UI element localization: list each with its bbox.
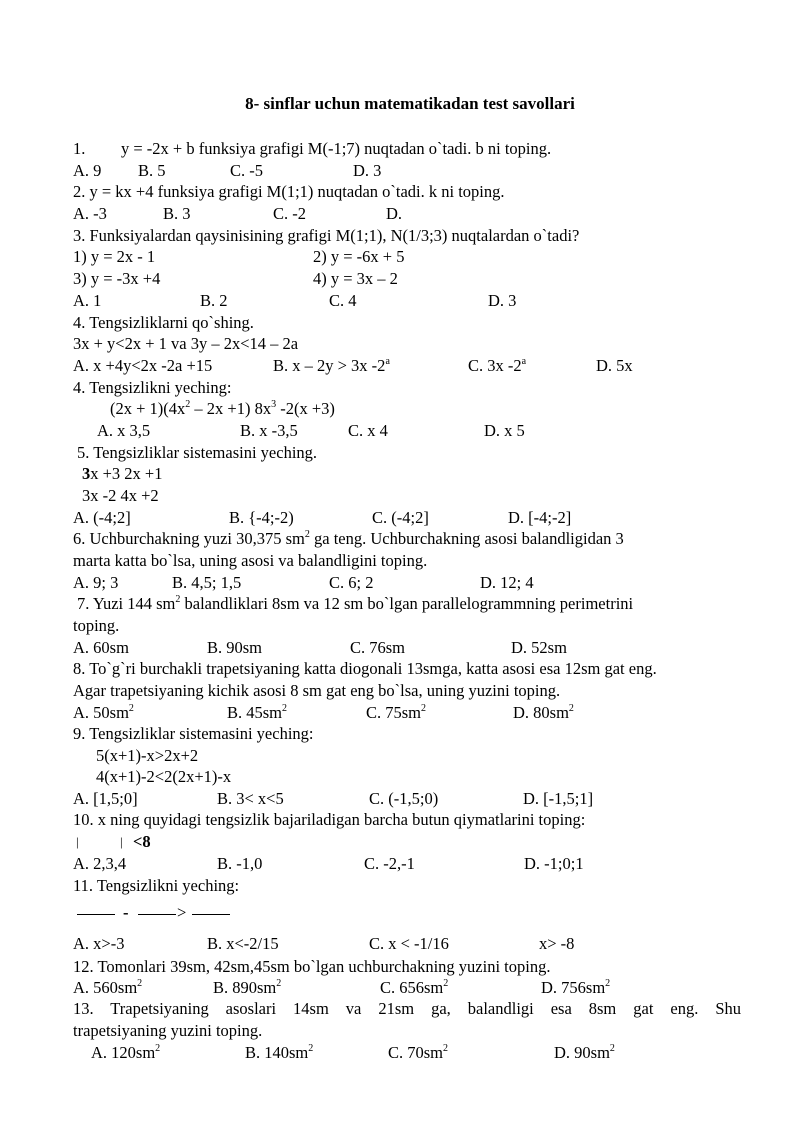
q11-option-d: x> -8: [539, 934, 575, 953]
q12-option-c: C. $656sm^2$: [380, 977, 449, 997]
q11-fraction-bar-2: [138, 914, 176, 915]
q4b-option-d: D. x 5: [484, 421, 525, 440]
q7-option-b: B. 90sm: [207, 638, 263, 657]
q6-text-line-1: 6. Uchburchakning yuzi 30,375 $sm^2$ ga teng. Uchburchakning asosi balandligidan 3: [73, 528, 624, 548]
q1-option-b: B. 5: [138, 161, 166, 180]
q2-option-c: C. -2: [273, 204, 306, 223]
q3-option-c: C. 4: [329, 291, 357, 310]
q12-option-a: A. $560sm^2$: [73, 977, 143, 997]
q3-option-b: B. 2: [200, 291, 228, 310]
q13-option-d: D. $90sm^2$: [554, 1042, 615, 1062]
q10-abs-bar-right: |: [120, 834, 123, 849]
q3-function-3: 3) y = -3x +4: [73, 269, 161, 288]
q10-option-a: A. 2,3,4: [73, 854, 127, 873]
q12-option-b: B. $890sm^2$: [213, 977, 282, 997]
q3-function-2: 2) y = -6x + 5: [313, 247, 405, 266]
q11-option-a: A. x>-3: [73, 934, 125, 953]
q11-fraction-bar-3: [192, 914, 230, 915]
q6-option-b: B. 4,5; 1,5: [172, 573, 242, 592]
q13-text-line-2: trapetsiyaning yuzini toping.: [73, 1021, 263, 1040]
q9-option-c: C. (-1,5;0): [369, 789, 439, 808]
q4b-option-c: C. x 4: [348, 421, 388, 440]
q4a-expression: 3x + y<2x + 1 va 3y – 2x<14 – 2a: [73, 334, 299, 353]
q7-option-a: A. 60sm: [73, 638, 129, 657]
q9-system-line-1: 5(x+1)-x>2x+2: [96, 746, 199, 765]
q5-option-b: B. {-4;-2): [229, 508, 294, 527]
q7-text-line-1: 7. Yuzi 144 $sm^2$ balandliklari 8sm va 12 sm bo`lgan parallelogrammning perimetrini: [77, 593, 634, 613]
q7-option-c: C. 76sm: [350, 638, 406, 657]
q1-option-a: A. 9: [73, 161, 102, 180]
q2-option-b: B. 3: [163, 204, 191, 223]
page-title: 8- sinflar uchun matematikadan test savollari: [245, 94, 575, 113]
q13-option-a: A. $120sm^2$: [91, 1042, 161, 1062]
q6-option-d: D. 12; 4: [480, 573, 534, 592]
q4b-expression: $(2x + 1)(4x^2 - 2x +1)$ $8x^3$ -2(x +3): [110, 398, 335, 418]
q8-option-d: D. $80sm^2$: [513, 702, 574, 722]
q2-option-d: D.: [386, 204, 403, 223]
q11-minus-sign: -: [123, 903, 129, 922]
q3-option-d: D. 3: [488, 291, 517, 310]
q11-option-b: B. x<-2/15: [207, 934, 279, 953]
q7-option-d: D. 52sm: [511, 638, 567, 657]
q13-text-line-1: 13. Trapetsiyaning asoslari 14sm va 21sm ga, balandligi esa 8sm gat eng. Shu: [73, 999, 741, 1018]
q9-option-a: A. [1,5;0]: [73, 789, 138, 808]
q10-abs-bar-left: |: [76, 834, 79, 849]
q2-text: 2. y = kx +4 funksiya grafigi M(1;1) nuqtadan o`tadi. k ni toping.: [73, 182, 505, 201]
q6-option-c: C. 6; 2: [329, 573, 374, 592]
q13-option-c: C. $70sm^2$: [388, 1042, 449, 1062]
q6-option-a: A. 9; 3: [73, 573, 119, 592]
q5-option-d: D. [-4;-2]: [508, 508, 572, 527]
q10-rhs: <8: [133, 832, 151, 851]
q11-option-c: C. x < -1/16: [369, 934, 449, 953]
q9-option-b: B. 3< x<5: [217, 789, 284, 808]
q6-text-line-2: marta katta bo`lsa, uning asosi va balandligini toping.: [73, 551, 428, 570]
q5-option-c: C. (-4;2]: [372, 508, 429, 527]
q7-text-line-2: toping.: [73, 616, 120, 635]
q8-text-line-2: Agar trapetsiyaning kichik asosi 8 sm gat eng bo`lsa, uning yuzini toping.: [73, 681, 561, 700]
q10-option-b: B. -1,0: [217, 854, 263, 873]
q10-option-d: D. -1;0;1: [524, 854, 584, 873]
q9-text: 9. Tengsizliklar sistemasini yeching:: [73, 724, 314, 743]
q5-system-line-1: 3x +3 2x +1: [82, 464, 163, 483]
q1-number: 1.: [73, 139, 86, 158]
q8-option-a: A. $50sm^2$: [73, 702, 134, 722]
q4b-option-a: A. x 3,5: [97, 421, 151, 440]
q10-text: 10. x ning quyidagi tengsizlik bajariladigan barcha butun qiymatlarini toping:: [73, 810, 586, 829]
q1-text: y = -2x + b funksiya grafigi M(-1;7) nuqtadan o`tadi. b ni toping.: [121, 139, 552, 158]
q11-text: 11. Tengsizlikni yeching:: [73, 876, 240, 895]
q4a-option-c: C. 3x -2$^a$: [468, 355, 527, 375]
q4a-option-d: D. 5x: [596, 356, 633, 375]
q3-function-4: 4) y = 3x – 2: [313, 269, 398, 288]
q3-function-1: 1) y = 2x - 1: [73, 247, 156, 266]
q9-system-line-2: 4(x+1)-2<2(2x+1)-x: [96, 767, 232, 786]
q1-option-c: C. -5: [230, 161, 263, 180]
q11-fraction-bar-1: [77, 914, 115, 915]
q4a-text: 4. Tengsizliklarni qo`shing.: [73, 313, 254, 332]
q11-greater-sign: >: [177, 903, 187, 922]
q2-option-a: A. -3: [73, 204, 107, 223]
q4a-option-b: B. x – 2y > 3x -2$^a$: [273, 355, 390, 375]
q8-text-line-1: 8. To`g`ri burchakli trapetsiyaning katta diogonali 13smga, katta asosi esa 12sm gat eng.: [73, 659, 657, 678]
q5-system-line-2: 3x -2 4x +2: [82, 486, 159, 505]
q10-option-c: C. -2,-1: [364, 854, 415, 873]
q1-option-d: D. 3: [353, 161, 382, 180]
q8-option-c: C. $75sm^2$: [366, 702, 427, 722]
q12-option-d: D. $756sm^2$: [541, 977, 611, 997]
q4b-text: 4. Tengsizlikni yeching:: [73, 378, 232, 397]
q9-option-d: D. [-1,5;1]: [523, 789, 594, 808]
q4b-option-b: B. x -3,5: [240, 421, 298, 440]
q3-text: 3. Funksiyalardan qaysinisining grafigi M(1;1), N(1/3;3) nuqtalardan o`tadi?: [73, 226, 580, 245]
q3-option-a: A. 1: [73, 291, 102, 310]
q4a-option-a: A. x +4y<2x -2a +15: [73, 356, 213, 375]
q8-option-b: B. $45sm^2$: [227, 702, 288, 722]
q12-text: 12. Tomonlari 39sm, 42sm,45sm bo`lgan uchburchakning yuzini toping.: [73, 957, 551, 976]
q5-option-a: A. (-4;2]: [73, 508, 131, 527]
q13-option-b: B. $140sm^2$: [245, 1042, 314, 1062]
q5-text: 5. Tengsizliklar sistemasini yeching.: [77, 443, 318, 462]
